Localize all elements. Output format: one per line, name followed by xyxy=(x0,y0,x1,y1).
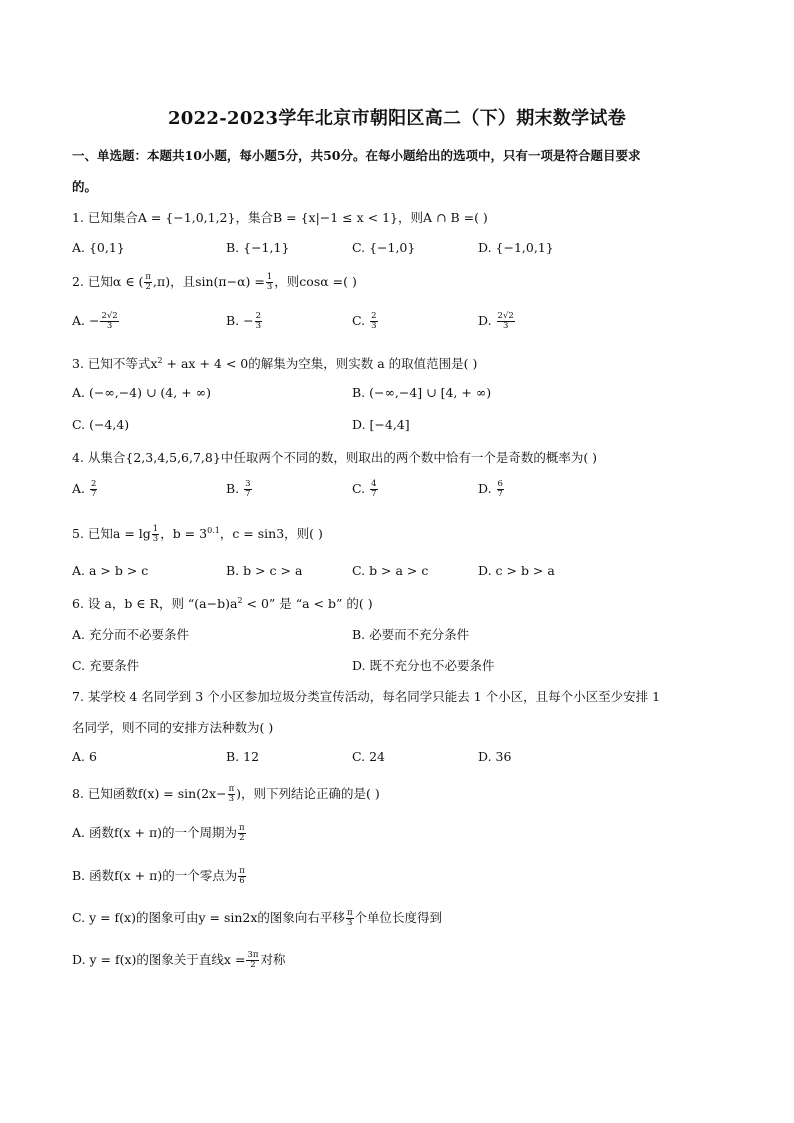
q4-option-a: A. $\frac{2}{7}$ xyxy=(72,479,97,499)
q8-stem: 8. 已知函数f(x) = sin(2x− $\frac{\pi}{3}$ )，则下列结论正确的是( ) xyxy=(72,784,380,804)
section-instructions-line2: 的。 xyxy=(72,179,98,194)
q2-option-c: C. $\frac{2}{3}$ xyxy=(352,311,377,331)
q6-option-d: D. 既不充分也不必要条件 xyxy=(352,658,495,673)
q4-stem: 4. 从集合{2,3,4,5,6,7,8}中任取两个不同的数，则取出的两个数中恰有一个是奇数的概率为( ) xyxy=(72,450,598,465)
q6-option-c: C. 充要条件 xyxy=(72,658,140,673)
q1-stem: 1. 已知集合A = {−1,0,1,2}，集合B = {x|−1 ≤ x < 1}，则A ∩ B =( ) xyxy=(72,210,488,225)
q8-option-c: C. y = f(x)的图象可由y = sin2x的图象向右平移 $\frac{\pi}{3}$ 个单位长度得到 xyxy=(72,908,443,928)
q3-option-c: C. (−4,4) xyxy=(72,417,130,432)
q5-option-d: D. c > b > a xyxy=(478,563,555,578)
section-instructions-line1: 一、单选题：本题共10小题，每小题5分，共50分。在每小题给出的选项中，只有一项是符合题目要求 xyxy=(72,148,641,163)
q2-stem: 2. 已知α ∈ ( $\frac{\pi}{2}$ ,π)，且sin(π−α) = $\frac{1}{3}$ ，则cosα =( ) xyxy=(72,272,357,292)
q1-option-a: A. {0,1} xyxy=(72,240,125,255)
q4-option-b: B. $\frac{3}{7}$ xyxy=(226,479,251,499)
q5-option-a: A. a > b > c xyxy=(72,563,149,578)
q5-option-c: C. b > a > c xyxy=(352,563,429,578)
q3-option-b: B. (−∞,−4] ∪ [4, + ∞) xyxy=(352,385,492,400)
q8-option-a: A. 函数f(x + π)的一个周期为 $\frac{\pi}{2}$ xyxy=(72,823,245,843)
q7-option-d: D. 36 xyxy=(478,749,512,764)
q2-option-b: B. − $\frac{2}{3}$ xyxy=(226,311,262,331)
q4-option-d: D. $\frac{6}{7}$ xyxy=(478,479,503,499)
q3-option-a: A. (−∞,−4) ∪ (4, + ∞) xyxy=(72,385,211,400)
q6-option-b: B. 必要而不充分条件 xyxy=(352,627,470,642)
q7-option-c: C. 24 xyxy=(352,749,385,764)
q4-option-c: C. $\frac{4}{7}$ xyxy=(352,479,377,499)
q1-option-b: B. {−1,1} xyxy=(226,240,290,255)
q7-option-a: A. 6 xyxy=(72,749,97,764)
q2-option-a: A. − $\frac{2√2}{3}$ xyxy=(72,311,118,331)
page-title: 2022-2023学年北京市朝阳区高二（下）期末数学试卷 xyxy=(167,108,627,129)
q1-option-d: D. {−1,0,1} xyxy=(478,240,554,255)
q2-option-d: D. $\frac{2√2}{3}$ xyxy=(478,311,514,331)
q1-option-c: C. {−1,0} xyxy=(352,240,416,255)
q5-stem: 5. 已知a = lg $\frac{1}{3}$ ，$b = 3^{0.1}$，c = sin3，则( ) xyxy=(72,524,323,544)
q3-stem: 3. 已知不等式$x^2$ + ax + 4 < 0的解集为空集，则实数 a 的取值范围是( ) xyxy=(72,355,478,371)
q2-frac-pi-2: $\frac{\pi}{2}$ xyxy=(145,272,152,292)
q7-stem-line1: 7. 某学校 4 名同学到 3 个小区参加垃圾分类宣传活动，每名同学只能去 1 个小区，且每个小区至少安排 1 xyxy=(72,689,661,704)
q3-option-d: D. [−4,4] xyxy=(352,417,410,432)
q8-option-d: D. y = f(x)的图象关于直线x = $\frac{3\pi}{2}$ 对称 xyxy=(72,950,286,970)
q7-stem-line2: 名同学，则不同的安排方法种数为( ) xyxy=(72,720,274,735)
q5-option-b: B. b > c > a xyxy=(226,563,303,578)
q2-frac-1-3: $\frac{1}{3}$ xyxy=(266,272,273,292)
q8-option-b: B. 函数f(x + π)的一个零点为 $\frac{\pi}{6}$ xyxy=(72,866,245,886)
q7-option-b: B. 12 xyxy=(226,749,260,764)
q6-option-a: A. 充分而不必要条件 xyxy=(72,627,189,642)
q6-stem: 6. 设 a，b ∈ R，则 “$(a-b)a^2 < 0$” 是 “a < b” 的( ) xyxy=(72,595,373,611)
